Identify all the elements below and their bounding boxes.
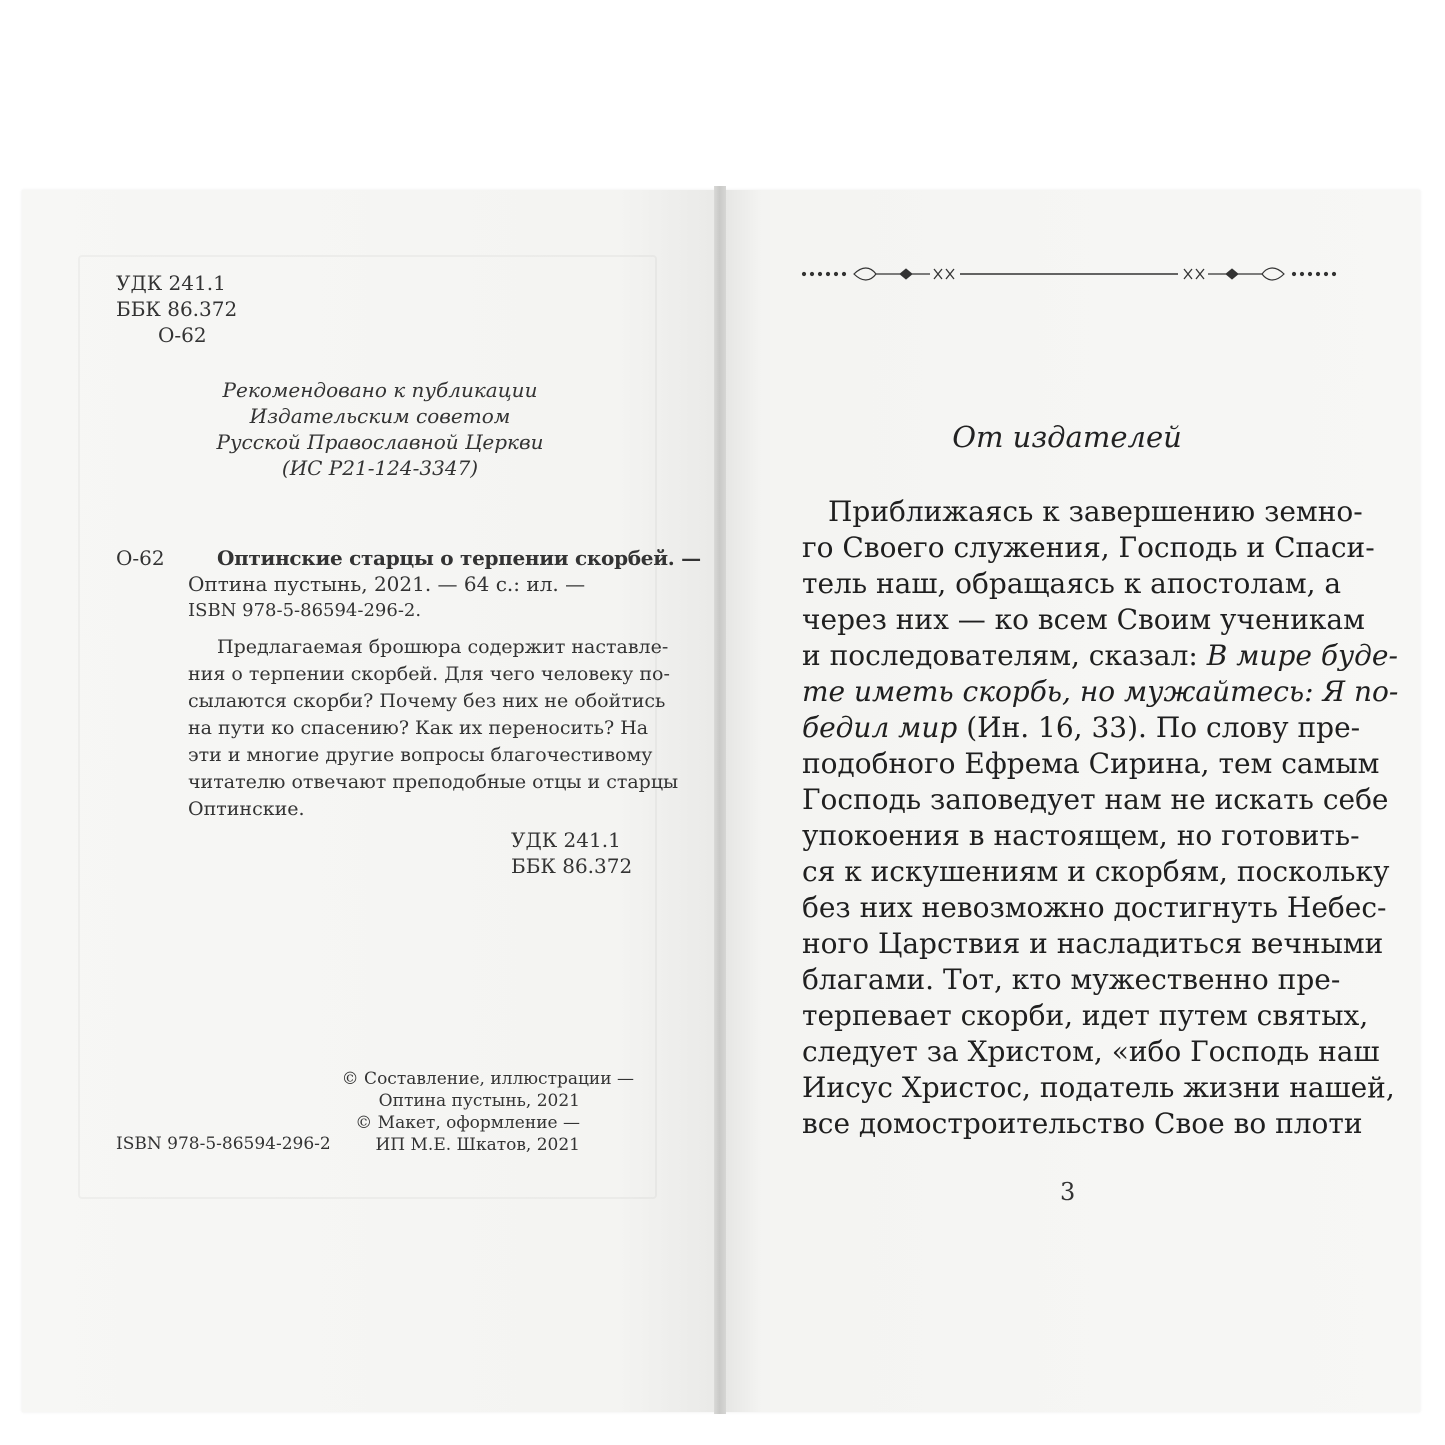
- body-line: упокоения в настоящем, но готовить-: [802, 819, 1360, 852]
- annotation-line: Предлагаемая брошюра содержит наставле-: [217, 636, 669, 658]
- approval-line-1: Рекомендовано к публикации: [222, 378, 538, 402]
- quote-italic: бедил мир: [802, 711, 958, 744]
- body-line: без них невозможно достигнуть Небес-: [802, 891, 1387, 924]
- annotation-line: на пути ко спасению? Как их переносить? На: [188, 717, 649, 739]
- body-line: ного Царствия и насладиться вечными: [802, 927, 1384, 960]
- page-number: 3: [1060, 1178, 1076, 1206]
- body-line: Приближаясь к завершению земно-: [828, 495, 1363, 528]
- body-line: подобного Ефрема Сирина, тем самым: [802, 747, 1380, 780]
- bbk-code-bottom: ББК 86.372: [511, 854, 633, 878]
- annotation-line: читателю отвечают преподобные отцы и старцы: [188, 771, 679, 793]
- udk-code: УДК 241.1: [116, 271, 226, 295]
- entry-isbn: ISBN 978-5-86594-296-2.: [188, 600, 422, 621]
- copyright-line: Оптина пустынь, 2021: [378, 1091, 580, 1111]
- approval-line-2: Издательским советом: [249, 404, 511, 428]
- quote-italic: В мире буде-: [1206, 639, 1398, 672]
- udk-code-bottom: УДК 241.1: [511, 828, 621, 852]
- annotation-line: Оптинские.: [188, 798, 305, 820]
- body-text: и последователям, сказал:: [802, 639, 1198, 672]
- body-line: [802, 638, 1398, 674]
- body-line: следует за Христом, «ибо Господь наш: [802, 1035, 1380, 1068]
- body-line: терпевает скорби, идет путем святых,: [802, 999, 1369, 1032]
- approval-line-3: Русской Православной Церкви: [216, 430, 544, 454]
- annotation-line: эти и многие другие вопросы благочестивому: [188, 744, 653, 766]
- body-line: Господь заповедует нам не искать себе: [802, 783, 1389, 816]
- body-line: через них — ко всем Своим ученикам: [802, 603, 1365, 636]
- body-line: благами. Тот, кто мужественно пре-: [802, 963, 1341, 996]
- copyright-line: © Составление, иллюстрации —: [341, 1069, 634, 1089]
- body-text: (Ин. 16, 33). По слову пре-: [966, 711, 1361, 744]
- book-spine: [714, 186, 726, 1414]
- body-line: го Своего служения, Господь и Спаси-: [802, 531, 1375, 564]
- body-line: все домостроительство Свое во плоти: [802, 1107, 1363, 1140]
- isbn: ISBN 978-5-86594-296-2: [116, 1134, 331, 1154]
- annotation-line: сылаются скорби? Почему без них не обойтись: [188, 690, 666, 712]
- section-heading: От издателей: [952, 420, 1182, 454]
- copyright-line: © Макет, оформление —: [355, 1113, 580, 1133]
- approval-line-4: (ИС Р21-124-3347): [281, 456, 479, 480]
- body-line: Иисус Христос, податель жизни нашей,: [802, 1071, 1395, 1104]
- ornament-divider: [800, 262, 1338, 286]
- entry-code: О-62: [116, 546, 165, 570]
- author-mark: О-62: [158, 323, 207, 347]
- body-line: [802, 710, 1361, 746]
- copyright-line: ИП М.Е. Шкатов, 2021: [375, 1135, 580, 1155]
- body-line: ся к искушениям и скорбям, поскольку: [802, 855, 1390, 888]
- entry-title: Оптинские старцы о терпении скорбей. —: [217, 546, 701, 570]
- body-line: тель наш, обращаясь к апостолам, а: [802, 567, 1342, 600]
- annotation-line: ния о терпении скорбей. Для чего человеку по-: [188, 663, 670, 685]
- bbk-code: ББК 86.372: [116, 297, 238, 321]
- body-line-italic: те иметь скорбь, но мужайтесь: Я по-: [802, 675, 1399, 708]
- entry-publisher: Оптина пустынь, 2021. — 64 с.: ил. —: [188, 572, 586, 596]
